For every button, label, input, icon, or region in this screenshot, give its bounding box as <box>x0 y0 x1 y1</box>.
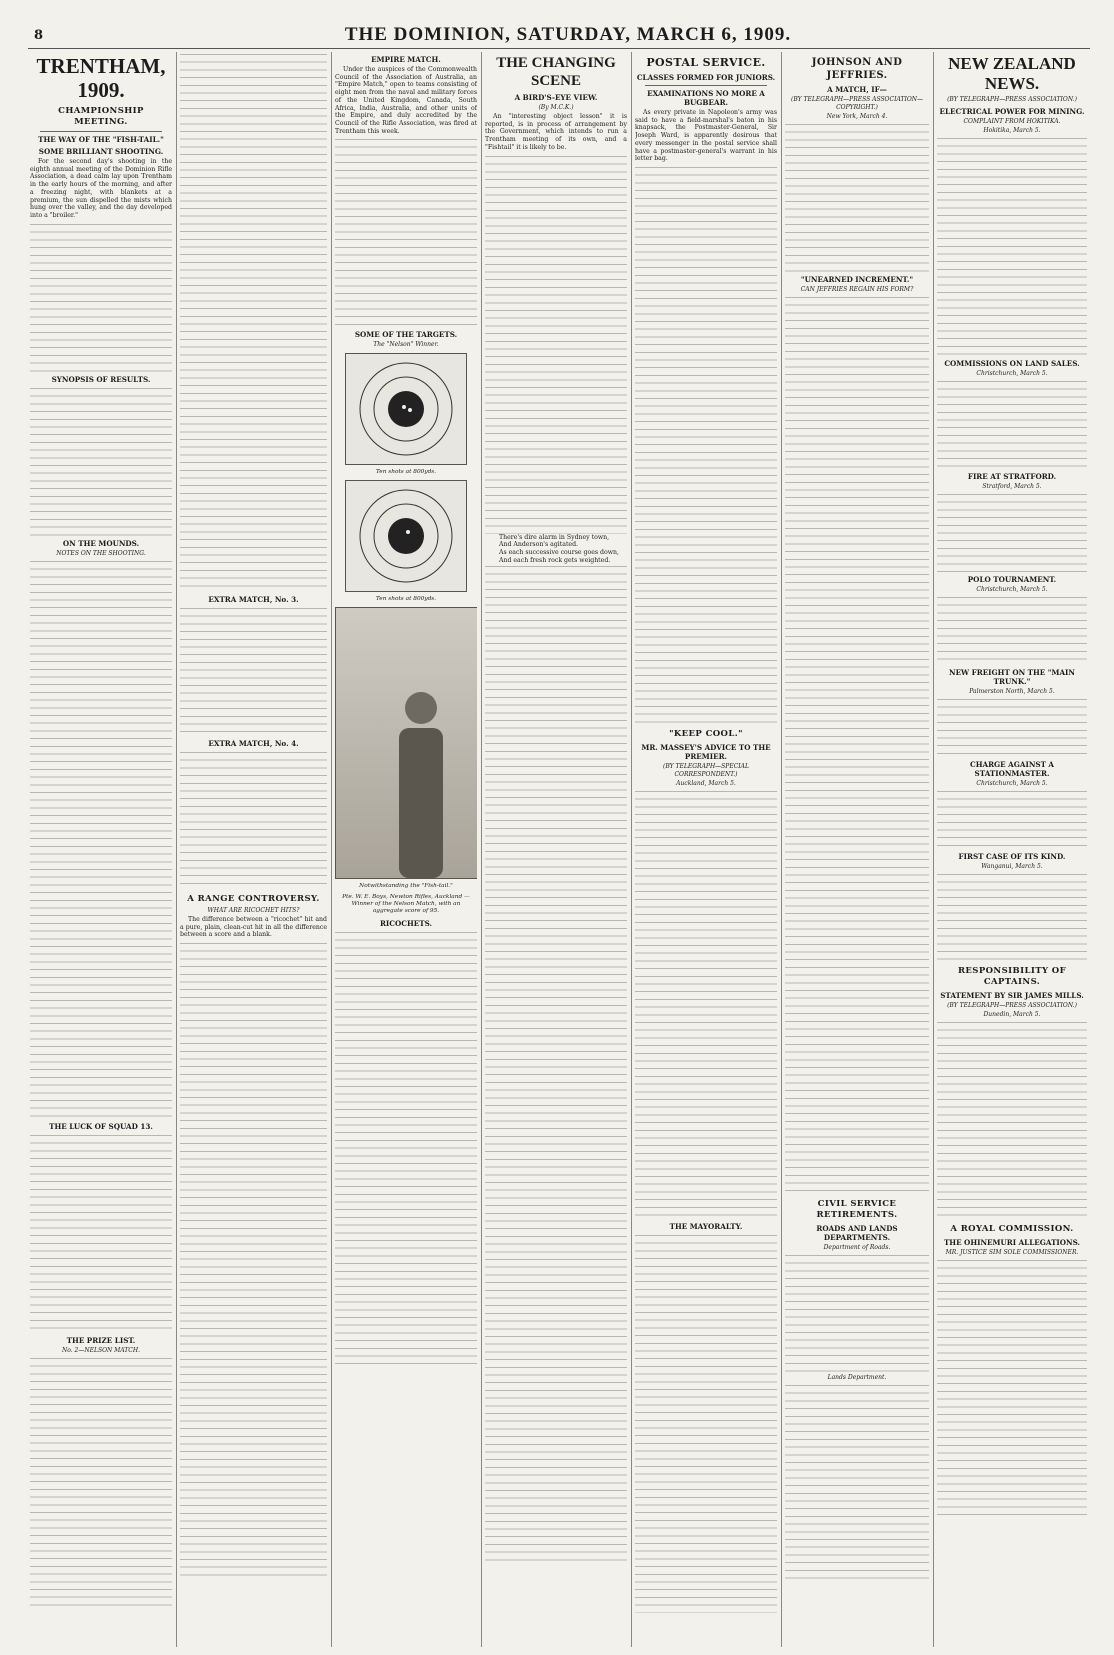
empire-head: EMPIRE MATCH. <box>371 55 441 64</box>
mounds-sub: NOTES ON THE SHOOTING. <box>56 549 146 557</box>
unearned-head: "UNEARNED INCREMENT." <box>800 275 914 284</box>
freight-dateline: Palmerston North, March 5. <box>969 688 1055 695</box>
article-text <box>335 930 477 1370</box>
prize-head: THE PRIZE LIST. <box>66 1335 136 1345</box>
postal-head: POSTAL SERVICE. <box>646 56 766 69</box>
trentham-intro: For the second day's shooting in the eighth annual meeting of the Dominion Rifle Association, a dead calm lay upon Trentham in the early hours of the morning, and after a freezing night, with blankets at a premium, the sun dispelled the mists which hung over the valley, and the day developed into a "broiler." <box>30 158 172 219</box>
column-nz-news <box>937 52 1087 1647</box>
postal-intro: As every private in Napoleon's army was said to have a field-marshal's baton in his knapsack, the Postmaster-General, Sir Joseph Ward, is apparently desirous that every messenger in the postal service shall have a postmaster-general's warrant in his letter bag. <box>635 109 777 163</box>
captains-head: RESPONSIBILITY OF CAPTAINS. <box>957 966 1067 987</box>
column-rule <box>631 52 632 1647</box>
article-text <box>485 154 627 534</box>
poem-line: As each successive course goes down, <box>499 548 619 556</box>
civil-dept2: Lands Department. <box>827 1374 887 1381</box>
masthead <box>28 22 1090 49</box>
keepcool-head: "KEEP COOL." <box>669 728 743 739</box>
article-text <box>180 941 327 1581</box>
royal-kicker: MR. JUSTICE SIM SOLE COMMISSIONER. <box>945 1249 1079 1256</box>
article-text <box>785 122 929 272</box>
synopsis-head: SYNOPSIS OF RESULTS. <box>51 374 151 384</box>
stationmaster-head: CHARGE AGAINST A STATIONMASTER. <box>969 760 1055 778</box>
freight-head: NEW FREIGHT ON THE "MAIN TRUNK." <box>949 668 1075 686</box>
article-text <box>180 750 327 890</box>
poem-line: And each fresh rock gets weighted. <box>499 556 611 564</box>
luck-head: THE LUCK OF SQUAD 13. <box>49 1121 153 1131</box>
trentham-headline: TRENTHAM, 1909. <box>36 54 166 102</box>
column-johnson <box>785 52 929 1647</box>
column-rule <box>781 52 782 1647</box>
poem-line: And Anderson's agitated. <box>499 541 579 549</box>
johnson-wire: (BY TELEGRAPH—PRESS ASSOCIATION—COPYRIGHT.) <box>790 96 923 111</box>
article-text <box>30 1133 172 1333</box>
article-text <box>937 492 1087 572</box>
page-number: 8 <box>34 28 44 43</box>
fire-dateline: Stratford, March 5. <box>982 483 1042 490</box>
article-text <box>180 606 327 736</box>
article-text <box>635 1233 777 1613</box>
extra3-head: EXTRA MATCH, No. 3. <box>208 595 299 604</box>
article-text <box>335 137 477 327</box>
johnson-dateline: New York, March 4. <box>826 113 888 120</box>
article-text <box>937 136 1087 356</box>
johnson-head: JOHNSON AND JEFFRIES. <box>811 57 903 81</box>
mayoralty-head: THE MAYORALTY. <box>669 1221 743 1231</box>
civil-head: CIVIL SERVICE RETIREMENTS. <box>816 1199 898 1220</box>
royal-head: A ROYAL COMMISSION. <box>950 1224 1074 1234</box>
bullseye-icon <box>356 486 456 586</box>
fishtail-kicker: THE WAY OF THE "FISH-TAIL." <box>38 135 164 144</box>
article-text <box>180 52 327 592</box>
changing-scene-intro: An "interesting object lesson" it is reported, is in process of arrangement by the Government, which intends to run a Trentham meeting of its own, and a "Fishtail" it is likely to be. <box>485 113 627 151</box>
firstcase-dateline: Wanganui, March 5. <box>981 863 1043 870</box>
captains-dateline: Dunedin, March 5. <box>983 1011 1041 1018</box>
article-text <box>635 165 777 725</box>
column-changing-scene <box>485 52 627 1647</box>
bullseye-icon <box>356 359 456 459</box>
photo-caption: Pte. W. E. Boys, Newton Rifles, Auckland — Winner of the Nelson Match, with an aggregate score of 95. <box>342 894 470 915</box>
civil-dept1: Department of Roads. <box>823 1244 891 1251</box>
changing-scene-headline: THE CHANGING SCENE <box>496 55 616 89</box>
royal-sub: THE OHINEMURI ALLEGATIONS. <box>943 1238 1081 1247</box>
ricochets-head: RICOCHETS. <box>379 919 433 929</box>
electric-head: ELECTRICAL POWER FOR MINING. <box>939 107 1085 116</box>
column-rule <box>331 52 332 1647</box>
target2-note: Ten shots at 800yds. <box>375 596 437 603</box>
keepcool-dateline: Auckland, March 5. <box>676 779 736 787</box>
commissions-head: COMMISSIONS ON LAND SALES. <box>944 359 1080 368</box>
electric-dateline: Hokitika, March 5. <box>983 127 1041 134</box>
byline: (By M.C.K.) <box>538 104 574 111</box>
extra4-head: EXTRA MATCH, No. 4. <box>208 739 299 748</box>
brilliant-shooting-head: SOME BRILLIANT SHOOTING. <box>38 147 164 156</box>
keepcool-sub: MR. MASSEY'S ADVICE TO THE PREMIER. <box>641 742 771 761</box>
electric-sub: COMPLAINT FROM HOKITIKA. <box>963 118 1061 125</box>
article-text <box>635 789 777 1219</box>
article-text <box>937 1020 1087 1220</box>
birdseye-head: A BIRD'S-EYE VIEW. <box>514 93 598 102</box>
article-text <box>785 1383 929 1583</box>
article-text <box>937 379 1087 469</box>
target-2-image <box>345 480 467 592</box>
column-rule <box>933 52 934 1647</box>
fire-head: FIRE AT STRATFORD. <box>967 472 1057 481</box>
poem <box>499 534 627 565</box>
target1-caption: The "Nelson" Winner. <box>373 341 439 349</box>
commissions-dateline: Christchurch, March 5. <box>976 370 1048 377</box>
johnson-sub: A MATCH, IF— <box>827 85 887 94</box>
empire-intro: Under the auspices of the Commonwealth Council of the Association of Australia, an "Empire Match," open to teams consisting of eight men from the naval and military forces of the United Kingdom, Canada, South Africa, India, Australia, and other units of the Empire, and duly accredited by the Council of the Rifle Association, was fired at Trentham this week. <box>335 66 477 135</box>
unearned-sub: CAN JEFFRIES REGAIN HIS FORM? <box>800 286 914 293</box>
column-rule <box>176 52 177 1647</box>
column-empire <box>335 52 477 1647</box>
article-text <box>30 559 172 1119</box>
column-rule <box>481 52 482 1647</box>
stationmaster-dateline: Christchurch, March 5. <box>976 780 1048 787</box>
polo-head: POLO TOURNAMENT. <box>967 575 1057 584</box>
article-text <box>937 697 1087 757</box>
poem-line: There's dire alarm in Sydney town, <box>499 533 610 541</box>
range-intro: The difference between a "ricochet" hit and a pure, plain, clean-cut hit in all the difference between a score and a blank. <box>180 916 327 939</box>
article-text <box>785 295 929 1195</box>
article-text <box>785 1253 929 1373</box>
target1-note: Ten shots at 800yds. <box>375 469 437 476</box>
target-1-image <box>345 353 467 465</box>
portrait-photo <box>335 607 477 879</box>
civil-sub: ROADS AND LANDS DEPARTMENTS. <box>816 1224 898 1242</box>
keepcool-wire: (BY TELEGRAPH—SPECIAL CORRESPONDENT.) <box>663 762 749 778</box>
article-text <box>937 872 1087 962</box>
article-text <box>30 1356 172 1606</box>
prize-sub: No. 2—NELSON MATCH. <box>61 1346 141 1354</box>
nz-news-headline: NEW ZEALAND NEWS. <box>948 54 1076 93</box>
postal-kicker: EXAMINATIONS NO MORE A BUGBEAR. <box>647 89 765 107</box>
postal-sub: CLASSES FORMED FOR JUNIORS. <box>636 73 776 82</box>
nz-news-wire: (BY TELEGRAPH—PRESS ASSOCIATION.) <box>947 96 1077 103</box>
article-text <box>937 595 1087 665</box>
photo-label: Notwithstanding the "Fish-tail." <box>359 883 453 890</box>
article-text <box>30 386 172 536</box>
article-text <box>937 789 1087 849</box>
article-text <box>937 1258 1087 1518</box>
polo-dateline: Christchurch, March 5. <box>976 586 1048 593</box>
paper-title: THE DOMINION, SATURDAY, MARCH 6, 1909. <box>344 24 792 45</box>
range-sub: WHAT ARE RICOCHET HITS? <box>207 907 300 914</box>
firstcase-head: FIRST CASE OF ITS KIND. <box>958 852 1066 861</box>
captains-sub: STATEMENT BY SIR JAMES MILLS. <box>940 991 1084 1000</box>
column-trentham <box>30 52 172 1647</box>
person-icon <box>381 678 461 878</box>
championship-subhead: CHAMPIONSHIP MEETING. <box>58 106 144 127</box>
mounds-head: ON THE MOUNDS. <box>62 538 140 548</box>
targets-head: SOME OF THE TARGETS. <box>354 330 458 340</box>
article-text <box>485 564 627 1564</box>
captains-wire: (BY TELEGRAPH—PRESS ASSOCIATION.) <box>947 1002 1077 1009</box>
article-text <box>30 222 172 372</box>
range-head: A RANGE CONTROVERSY. <box>187 894 320 904</box>
column-postal <box>635 52 777 1647</box>
column-results <box>180 52 327 1647</box>
